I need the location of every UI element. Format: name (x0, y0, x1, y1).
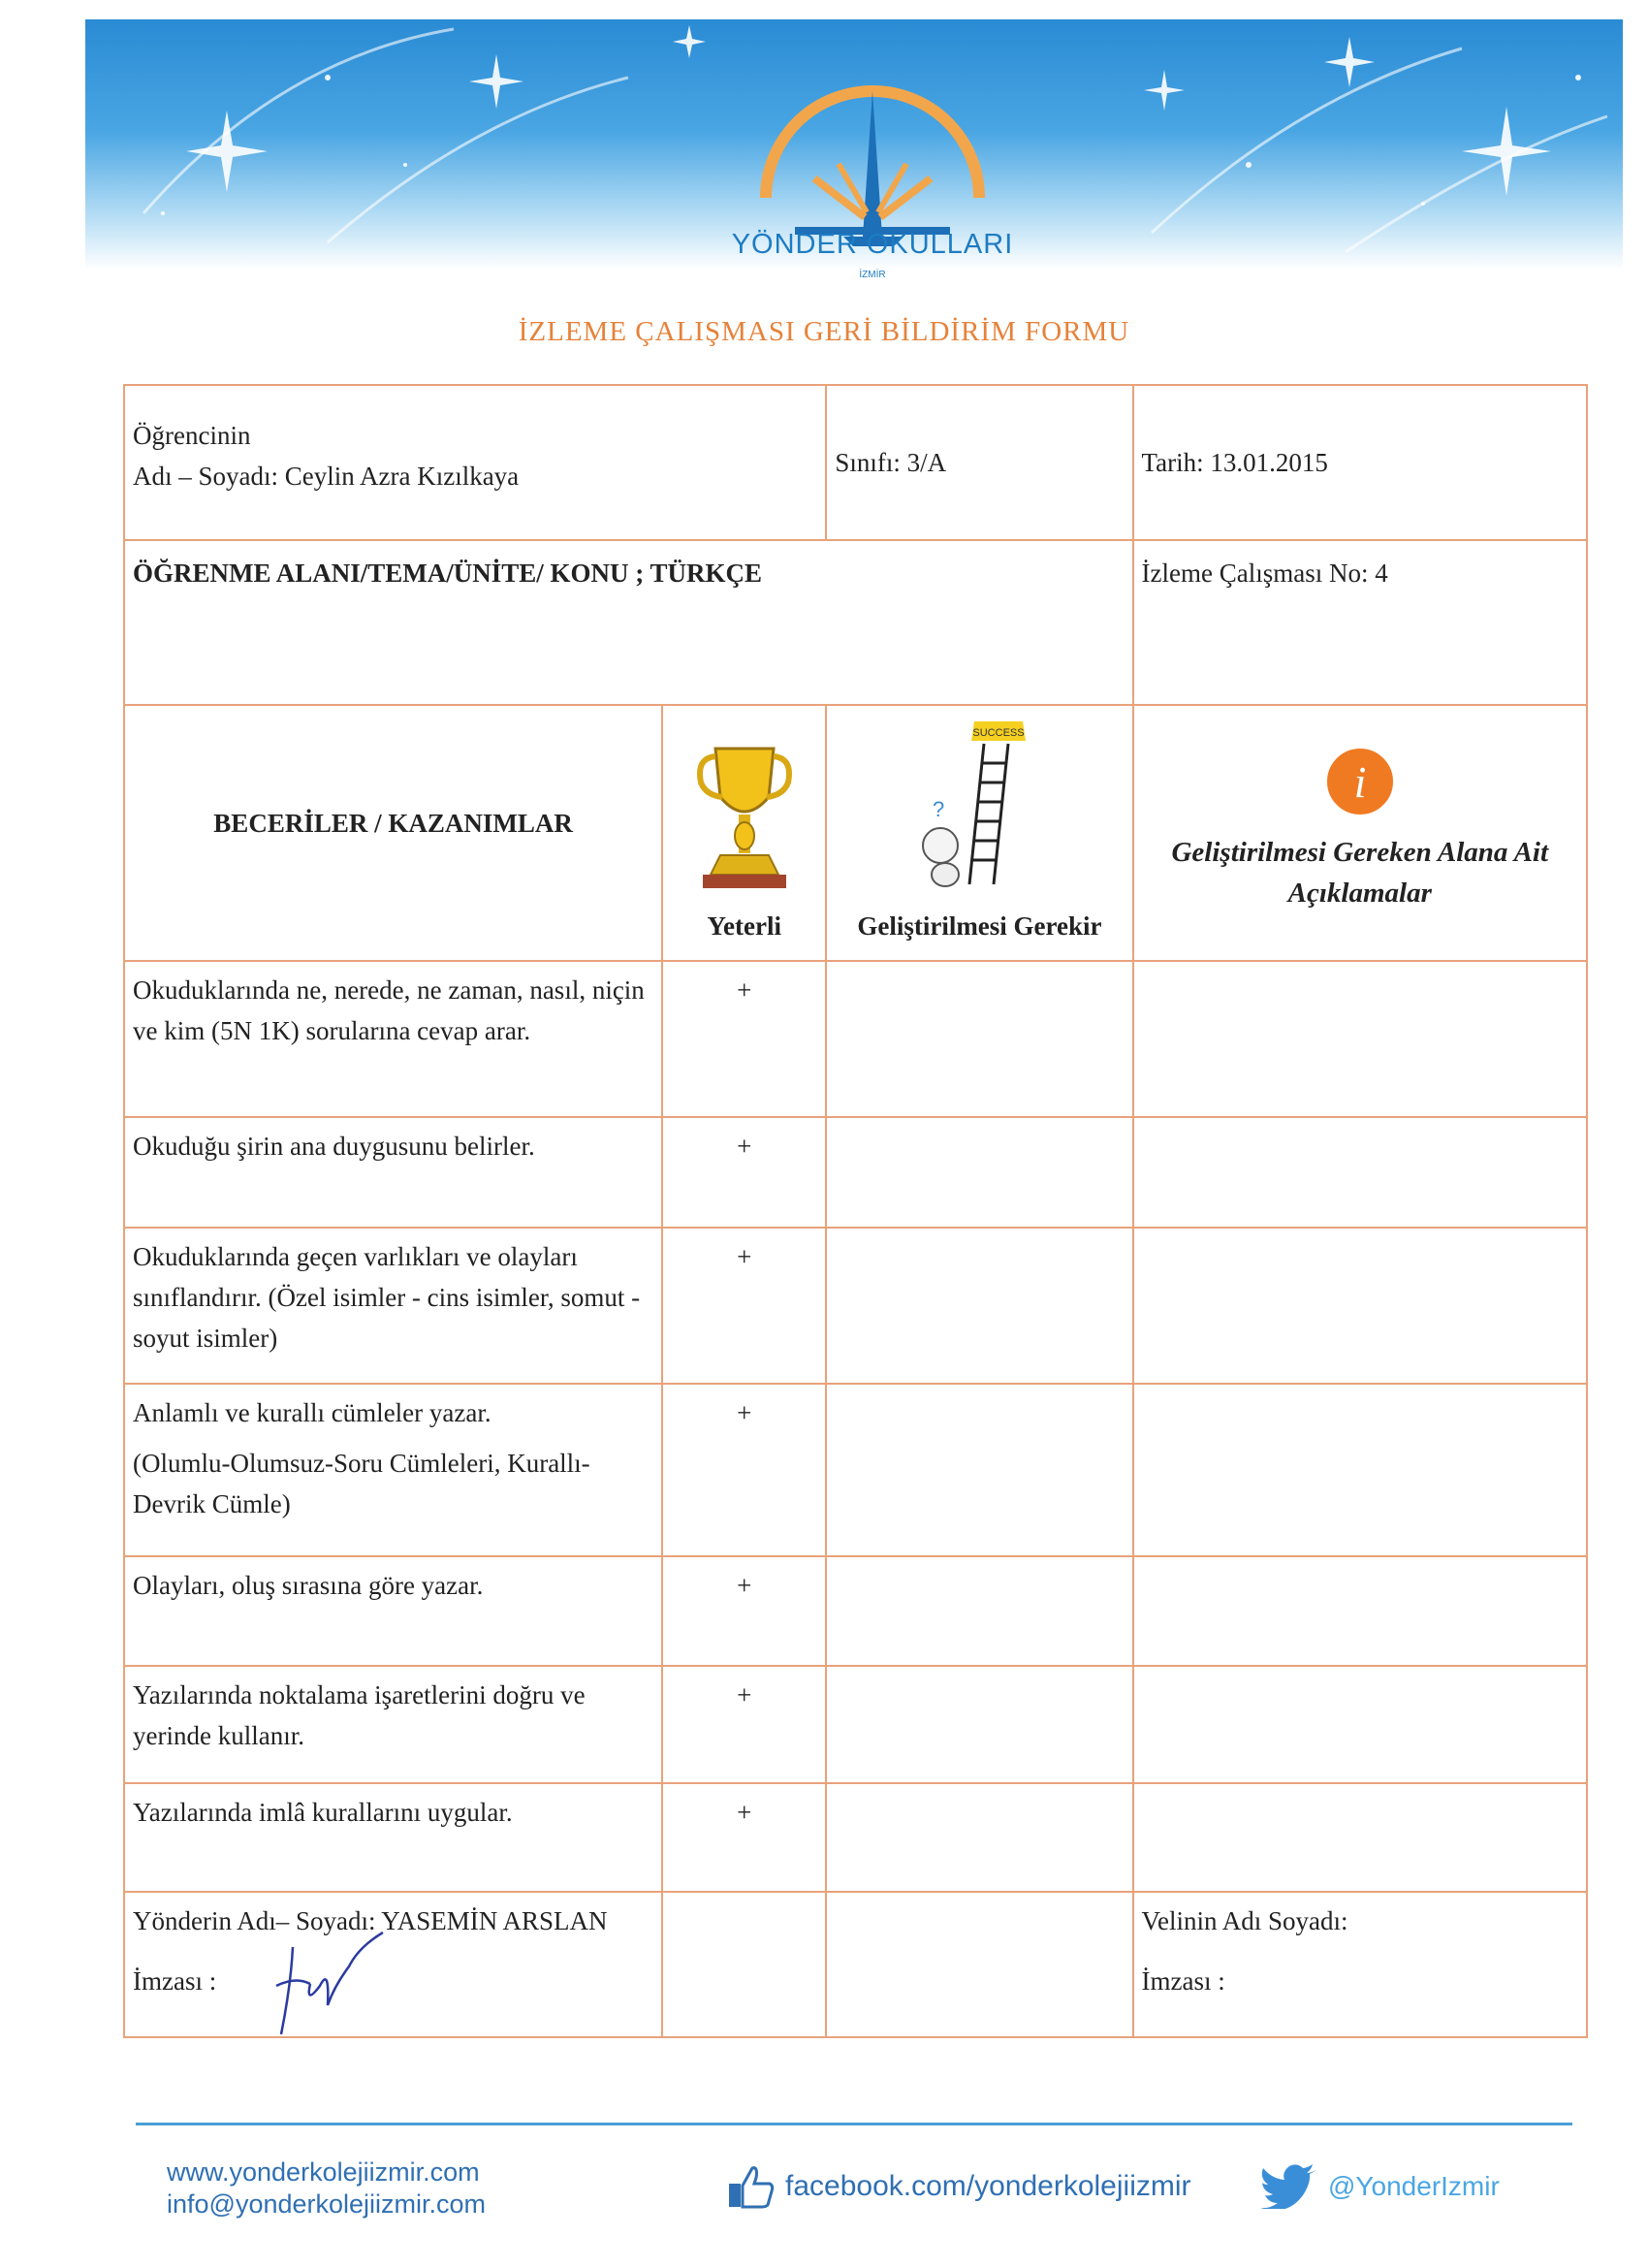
student-label: Öğrencinin (133, 421, 251, 450)
needs-cell (826, 1228, 1132, 1384)
notes-cell (1133, 1666, 1587, 1783)
student-class: Sınıfı: 3/A (835, 448, 947, 477)
needs-improvement-label: Geliştirilmesi Gerekir (857, 911, 1102, 941)
trophy-icon (691, 739, 798, 894)
table-row (124, 1117, 1587, 1228)
notes-cell (1133, 1228, 1587, 1384)
needs-improvement-header (826, 705, 1132, 961)
table-row (124, 1666, 1587, 1783)
skill-cell: Olayları, oluş sırasına göre yazar. (124, 1556, 662, 1666)
footer-twitter[interactable] (1260, 2164, 1500, 2209)
needs-cell (826, 1117, 1132, 1228)
table-row (124, 1783, 1587, 1892)
notes-cell (1133, 961, 1587, 1117)
notes-header (1133, 705, 1587, 961)
needs-cell (826, 1666, 1132, 1783)
sufficient-mark: + (662, 1384, 826, 1556)
skills-header-label: BECERİLER / KAZANIMLAR (213, 809, 573, 838)
facebook-link[interactable]: facebook.com/yonderkolejiizmir (785, 2170, 1191, 2202)
topic-row (124, 540, 1587, 705)
empty-cell (826, 1892, 1132, 2037)
needs-cell (826, 1783, 1132, 1892)
skill-extra-text: (Olumlu-Olumsuz-Soru Cümleleri, Kurallı-Devrik Cümle) (133, 1449, 590, 1518)
success-ladder-icon (892, 719, 1066, 894)
student-info-row (124, 385, 1587, 540)
needs-cell (826, 1556, 1132, 1666)
form-title: İZLEME ÇALIŞMASI GERİ BİLDİRİM FORMU (518, 316, 1130, 347)
student-name: Adı – Soyadı: Ceylin Azra Kızılkaya (133, 462, 520, 491)
student-name-cell (124, 385, 826, 540)
subject-line: ÖĞRENME ALANI/TEMA/ÜNİTE/ KONU ; TÜRKÇE (133, 559, 763, 588)
table-row (124, 1556, 1587, 1666)
teacher-name: Yönderin Adı– Soyadı: YASEMİN ARSLAN (133, 1906, 608, 1935)
needs-cell (826, 961, 1132, 1117)
skill-cell: Okuduklarında ne, nerede, ne zaman, nasıl, niçin ve kim (5N 1K) sorularına cevap arar. (124, 961, 662, 1117)
sufficient-mark: + (662, 1556, 826, 1666)
footer-divider (136, 2123, 1572, 2125)
subject-cell (124, 540, 1133, 705)
skill-cell: Okuduklarında geçen varlıkları ve olayları sınıflandırır. (Özel isimler - cins isimler, somut - soyut isimler) (124, 1228, 662, 1384)
table-row (124, 961, 1587, 1117)
twitter-bird-icon (1260, 2164, 1318, 2209)
ladder-sign-text: SUCCESS (972, 727, 1026, 739)
parent-name: Velinin Adı Soyadı: (1141, 1906, 1348, 1935)
notes-cell (1133, 1117, 1587, 1228)
svg-text:?: ? (933, 797, 945, 821)
table-row (124, 1384, 1587, 1556)
notes-cell (1133, 1783, 1587, 1892)
thumbs-up-icon (727, 2164, 776, 2209)
sufficient-label: Yeterli (707, 911, 781, 941)
school-name: YÖNDER OKULLARI (731, 229, 1014, 260)
website-link[interactable]: www.yonderkolejiizmir.com (167, 2157, 480, 2187)
twitter-handle[interactable]: @YonderIzmir (1328, 2171, 1500, 2201)
notes-cell (1133, 1556, 1587, 1666)
needs-cell (826, 1384, 1132, 1556)
parent-sign-label: İmzası : (1141, 1966, 1225, 1996)
parent-signature-cell (1133, 1892, 1587, 2037)
sufficient-mark: + (662, 1783, 826, 1892)
school-city: İZMİR (859, 270, 886, 280)
info-icon-letter: i (1353, 757, 1367, 807)
skill-cell: Yazılarında imlâ kurallarını uygular. (124, 1783, 662, 1892)
skill-cell (124, 1384, 662, 1556)
skills-header (124, 705, 662, 961)
skill-text: Anlamlı ve kurallı cümleler yazar. (133, 1398, 491, 1427)
footer-facebook[interactable] (727, 2164, 1191, 2209)
study-number: İzleme Çalışması No: 4 (1141, 559, 1388, 588)
notes-label: Geliştirilmesi Gereken Alana Ait Açıklamalar (1171, 837, 1549, 909)
info-icon (1321, 743, 1399, 820)
sufficient-mark: + (662, 1666, 826, 1783)
empty-cell (662, 1892, 826, 2037)
footer-contact (167, 2156, 486, 2220)
sufficient-mark: + (662, 1228, 826, 1384)
table-row (124, 1228, 1587, 1384)
class-cell (826, 385, 1132, 540)
column-header-row (124, 705, 1587, 961)
teacher-signature-image (252, 1928, 397, 2044)
form-date: Tarih: 13.01.2015 (1141, 448, 1328, 477)
sufficient-mark: + (662, 961, 826, 1117)
email-link[interactable]: info@yonderkolejiizmir.com (167, 2189, 487, 2219)
study-no-cell (1133, 540, 1587, 705)
skill-cell: Okuduğu şirin ana duygusunu belirler. (124, 1117, 662, 1228)
sufficient-mark: + (662, 1117, 826, 1228)
skill-cell: Yazılarında noktalama işaretlerini doğru ve yerinde kullanır. (124, 1666, 662, 1783)
teacher-sign-label: İmzası : (133, 1966, 217, 1996)
feedback-form-table (123, 384, 1588, 2038)
sufficient-header (662, 705, 826, 961)
notes-cell (1133, 1384, 1587, 1556)
date-cell (1133, 385, 1587, 540)
